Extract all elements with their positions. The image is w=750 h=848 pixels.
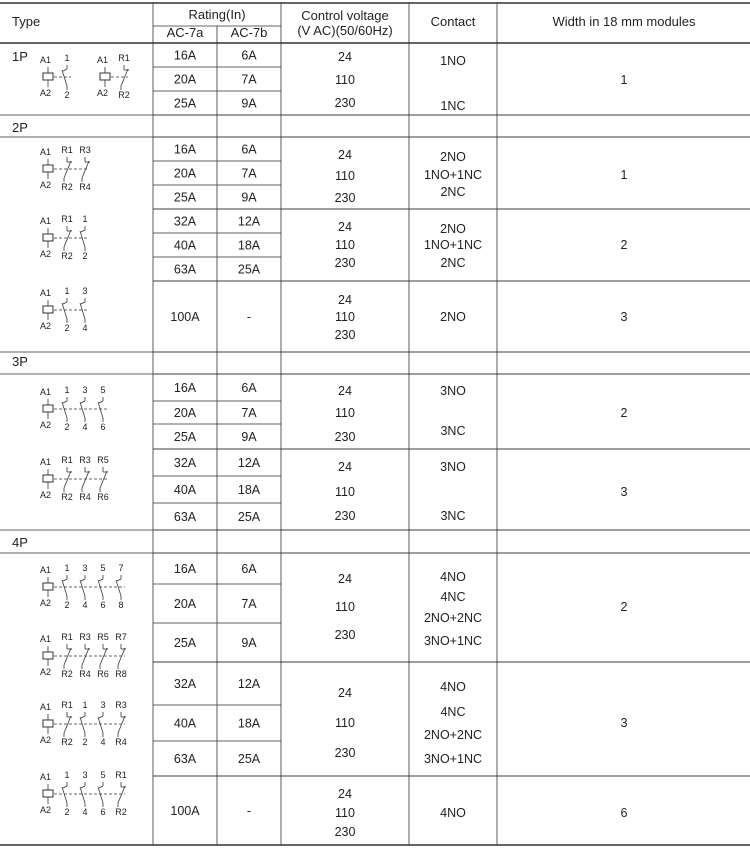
control-voltage-cell: 230 [334,509,356,523]
nc-contact-top-label: R7 [115,632,127,642]
control-voltage-cell: 110 [335,238,355,252]
no-contact-bottom-label: 4 [82,600,88,610]
contact-cell: 2NC [440,185,466,199]
coil-a2-label: A2 [40,735,52,745]
no-contact-bottom-label: 2 [64,90,70,100]
no-contact-top-label: 1 [64,385,70,395]
width-modules-cell: 1 [620,73,628,87]
nc-contact-bottom-label: R4 [79,492,91,502]
rating-ac7a-cell: 16A [173,562,197,576]
no-contact-top-label: 1 [64,770,70,780]
contact-cell: 1NO+1NC [423,168,483,182]
nc-contact-blade [64,716,71,733]
no-contact-bottom-label: 6 [100,807,106,817]
nc-contact-blade [82,471,89,488]
rating-ac7a-cell: 16A [173,381,197,395]
no-contact-blade [80,717,85,733]
no-contact-bottom-label: 2 [82,737,88,747]
contact-wire [81,230,85,232]
no-contact-top-label: 3 [100,700,106,710]
control-voltage-cell: 230 [334,256,356,270]
control-voltage-cell: 230 [334,430,356,444]
nc-contact-bottom-label: R2 [61,492,73,502]
no-contact-top-label: 1 [64,563,70,573]
diagram-2p-no [40,286,89,333]
nc-contact-blade [64,648,71,665]
coil-symbol [43,583,53,590]
table-header [12,7,696,40]
control-voltage-cell: 24 [338,384,352,398]
no-contact-top-label: 1 [64,53,70,63]
nc-contact-blade [118,648,125,665]
coil-a2-label: A2 [40,420,52,430]
control-voltage-cell: 230 [334,328,356,342]
rating-ac7a-cell: 63A [173,510,197,524]
coil-a1-label: A1 [97,55,109,65]
rating-ac7a-cell: 20A [173,72,197,87]
width-modules-cell: 2 [620,600,628,614]
contact-cell: 4NC [440,590,466,604]
coil-symbol [43,73,53,80]
coil-a1-label: A1 [40,634,52,644]
contact-wire [117,579,121,581]
rating-ac7a-cell: 20A [173,597,197,611]
contact-cell: 1NC [440,99,466,113]
nc-contact-bottom-label: R2 [61,182,73,192]
no-contact-blade [62,303,67,319]
control-voltage-cell: 110 [335,716,355,730]
nc-contact-blade [64,230,71,247]
nc-contact-bottom-label: R2 [61,737,73,747]
contact-wire [63,401,67,403]
rating-ac7a-cell: 63A [173,262,197,277]
control-voltage-cell: 110 [335,73,355,87]
rating-ac7a-cell: 40A [173,716,197,731]
rating-ac7b-cell: 18A [237,483,261,497]
contact-wire [81,716,85,718]
control-voltage-cell: 230 [334,191,356,205]
nc-contact-top-label: R3 [79,632,91,642]
nc-contact-top-label: R3 [115,700,127,710]
nc-contact-blade [100,648,107,665]
coil-symbol [43,652,53,659]
contact-cell: 3NC [440,509,466,523]
no-contact-top-label: 3 [82,385,88,395]
no-contact-blade [116,580,121,596]
no-contact-bottom-label: 6 [100,600,106,610]
control-voltage-cell: 24 [338,220,352,234]
no-contact-blade [98,717,103,733]
no-contact-bottom-label: 4 [100,737,106,747]
header-ac7b: AC-7b [230,25,268,40]
coil-a2-label: A2 [40,598,52,608]
control-voltage-cell: 230 [334,825,356,839]
nc-contact-bottom-label: R4 [79,669,91,679]
contact-wire [81,579,85,581]
no-contact-top-label: 1 [82,700,88,710]
no-contact-top-label: 1 [82,214,88,224]
nc-contact-top-label: R1 [61,700,73,710]
no-contact-bottom-label: 2 [64,323,70,333]
contact-wire [63,302,67,304]
diagram-4p-mixed [40,700,127,747]
coil-a1-label: A1 [40,772,52,782]
contact-wire [81,302,85,304]
rating-ac7b-cell: 12A [237,677,261,691]
control-voltage-cell: 24 [338,787,352,801]
rating-ac7a-cell: 25A [173,430,197,444]
contact-cell: 3NO+1NC [423,634,483,648]
contact-cell: 3NO+1NC [423,752,483,766]
nc-contact-bottom-label: R4 [79,182,91,192]
control-voltage-cell: 24 [338,460,352,474]
rating-ac7a-cell: 100A [170,804,200,818]
contact-cell: 1NO+1NC [423,238,483,252]
width-modules-cell: 3 [620,310,628,324]
nc-contact-bottom-label: R6 [97,669,109,679]
nc-contact-top-label: R5 [97,632,109,642]
contact-cell: 2NO+2NC [423,728,483,742]
control-voltage-cell: 110 [335,485,355,499]
width-modules-cell: 3 [620,716,628,730]
header-ac7a: AC-7a [166,25,204,40]
no-contact-top-label: 5 [100,385,106,395]
control-voltage-cell: 24 [338,148,352,162]
contact-wire [63,786,67,788]
control-voltage-cell: 24 [338,50,352,64]
header-control-voltage-unit: (V AC)(50/60Hz) [297,23,393,38]
diagram-3p-nc [40,455,109,502]
coil-a1-label: A1 [40,457,52,467]
rating-ac7b-cell: 7A [241,597,257,611]
contact-cell: 1NO [440,54,466,68]
coil-a1-label: A1 [40,565,52,575]
no-contact-blade [98,787,103,803]
no-contact-bottom-label: 2 [64,600,70,610]
nc-contact-blade [64,471,71,488]
no-contact-blade [80,402,85,418]
section-type-1p: 1P [12,49,28,64]
coil-symbol [43,720,53,727]
no-contact-top-label: 1 [64,286,70,296]
nc-contact-bottom-label: R2 [61,669,73,679]
coil-a2-label: A2 [40,249,52,259]
coil-a2-label: A2 [40,490,52,500]
no-contact-blade [80,303,85,319]
nc-contact-top-label: R1 [115,770,127,780]
control-voltage-cell: 110 [335,310,355,324]
rating-ac7b-cell: 9A [241,430,257,444]
coil-a2-label: A2 [40,805,52,815]
control-voltage-cell: 24 [338,572,352,586]
contact-wire [99,579,103,581]
nc-contact-bottom-label: R2 [115,807,127,817]
contact-wire [81,401,85,403]
rating-ac7a-cell: 32A [173,456,197,470]
header-control-voltage: Control voltage [301,8,389,23]
no-contact-bottom-label: 2 [64,807,70,817]
rating-ac7a-cell: 25A [173,96,197,111]
rating-ac7a-cell: 20A [173,166,197,181]
contact-cell: 2NO [440,222,466,236]
diagram-4p-nc [40,632,127,679]
rating-ac7a-cell: 20A [173,406,197,420]
rating-ac7a-cell: 63A [173,752,197,766]
width-modules-cell: 3 [620,485,628,499]
table-grid [0,3,750,845]
nc-contact-top-label: R5 [97,455,109,465]
diagram-2p-nc [40,145,91,192]
control-voltage-cell: 110 [335,169,355,183]
diagram-4p-no [40,563,125,610]
contact-cell: 2NO [440,150,466,164]
coil-a2-label: A2 [40,180,52,190]
nc-contact-top-label: R3 [79,145,91,155]
coil-symbol [43,165,53,172]
coil-symbol [43,234,53,241]
control-voltage-cell: 230 [334,628,356,642]
no-contact-blade [98,580,103,596]
contact-cell: 2NO [440,310,466,324]
table-body [170,49,627,840]
contact-cell: 4NO [440,570,466,584]
nc-contact-bottom-label: R6 [97,492,109,502]
rating-ac7b-cell: 7A [241,72,257,87]
contact-cell: 3NO [440,460,466,474]
contact-cell: 2NC [440,256,466,270]
rating-ac7b-cell: - [246,310,252,324]
coil-symbol [43,475,53,482]
control-voltage-cell: 110 [335,406,355,420]
coil-a1-label: A1 [40,216,52,226]
control-voltage-cell: 230 [334,746,356,760]
nc-contact-blade [82,648,89,665]
header-rating: Rating(In) [188,7,246,22]
contact-wire [81,786,85,788]
coil-a1-label: A1 [40,702,52,712]
coil-symbol [100,73,110,80]
no-contact-top-label: 7 [118,563,124,573]
contact-cell: 3NC [440,424,466,438]
section-type-2p: 2P [12,120,28,135]
rating-ac7b-cell: 12A [237,214,261,229]
no-contact-blade [98,402,103,418]
nc-contact-bottom-label: R8 [115,669,127,679]
nc-contact-blade [64,161,71,178]
control-voltage-cell: 110 [335,806,355,820]
rating-ac7a-cell: 100A [170,310,200,324]
wiring-diagrams [40,53,130,817]
contact-cell: 4NC [440,705,466,719]
rating-ac7b-cell: 6A [241,562,257,576]
rating-ac7b-cell: 18A [237,716,261,731]
nc-contact-blade [118,786,125,803]
nc-contact-bottom-label: R2 [61,251,73,261]
coil-a2-label: A2 [97,88,109,98]
rating-ac7b-cell: 6A [241,381,257,395]
diagram-1p-no [40,53,71,100]
width-modules-cell: 2 [620,406,628,420]
control-voltage-cell: 24 [338,293,352,307]
control-voltage-cell: 230 [334,96,356,110]
diagram-1p-nc [97,53,130,100]
nc-contact-blade [121,69,128,86]
no-contact-bottom-label: 6 [100,422,106,432]
no-contact-blade [80,580,85,596]
no-contact-blade [62,70,67,86]
no-contact-blade [62,402,67,418]
coil-a2-label: A2 [40,88,52,98]
no-contact-top-label: 5 [100,770,106,780]
rating-ac7a-cell: 40A [173,238,197,253]
nc-contact-blade [100,471,107,488]
contact-wire [63,69,67,71]
coil-a1-label: A1 [40,55,52,65]
nc-contact-blade [82,161,89,178]
no-contact-bottom-label: 4 [82,323,88,333]
coil-symbol [43,790,53,797]
nc-contact-blade [118,716,125,733]
rating-ac7b-cell: 9A [241,190,257,205]
rating-ac7b-cell: - [246,804,252,818]
header-width: Width in 18 mm modules [552,14,696,29]
contact-wire [63,579,67,581]
width-modules-cell: 1 [620,168,628,182]
no-contact-bottom-label: 4 [82,807,88,817]
coil-a1-label: A1 [40,147,52,157]
rating-ac7a-cell: 16A [173,142,197,157]
width-modules-cell: 6 [620,806,628,820]
nc-contact-top-label: R1 [61,214,73,224]
no-contact-top-label: 3 [82,770,88,780]
rating-ac7a-cell: 40A [173,483,197,497]
rating-ac7b-cell: 9A [241,96,257,111]
nc-contact-top-label: R1 [61,455,73,465]
nc-contact-top-label: R1 [61,145,73,155]
nc-contact-bottom-label: R4 [115,737,127,747]
contact-wire [99,716,103,718]
contact-cell: 4NO [440,806,466,820]
nc-contact-bottom-label: R2 [118,90,130,100]
width-modules-cell: 2 [620,238,628,252]
nc-contact-top-label: R1 [61,632,73,642]
coil-a2-label: A2 [40,321,52,331]
rating-ac7b-cell: 25A [237,262,261,277]
rating-ac7a-cell: 32A [173,214,197,229]
rating-ac7b-cell: 7A [241,166,257,181]
diagram-4p-3no-1nc [40,770,127,817]
rating-ac7b-cell: 6A [241,48,257,63]
rating-ac7a-cell: 25A [173,636,197,650]
rating-ac7b-cell: 25A [237,510,261,524]
no-contact-bottom-label: 2 [64,422,70,432]
rating-ac7b-cell: 12A [237,456,261,470]
diagram-3p-no [40,385,107,432]
no-contact-bottom-label: 8 [118,600,124,610]
no-contact-top-label: 3 [82,563,88,573]
contact-cell: 2NO+2NC [423,611,483,625]
rating-ac7a-cell: 16A [173,48,197,63]
no-contact-top-label: 5 [100,563,106,573]
contact-wire [99,401,103,403]
rating-ac7b-cell: 18A [237,238,261,253]
rating-ac7b-cell: 25A [237,752,261,766]
control-voltage-cell: 24 [338,686,352,700]
header-type: Type [12,14,41,29]
no-contact-top-label: 3 [82,286,88,296]
rating-ac7a-cell: 32A [173,677,197,691]
no-contact-bottom-label: 4 [82,422,88,432]
rating-ac7b-cell: 6A [241,142,257,157]
coil-symbol [43,405,53,412]
coil-symbol [43,306,53,313]
coil-a2-label: A2 [40,667,52,677]
rating-ac7b-cell: 7A [241,406,257,420]
coil-a1-label: A1 [40,387,52,397]
no-contact-blade [62,787,67,803]
contact-cell: 3NO [440,384,466,398]
nc-contact-top-label: R1 [118,53,130,63]
control-voltage-cell: 110 [335,600,355,614]
nc-contact-top-label: R3 [79,455,91,465]
rating-ac7b-cell: 9A [241,636,257,650]
header-contact: Contact [430,14,476,29]
no-contact-blade [80,231,85,247]
coil-a1-label: A1 [40,288,52,298]
contact-wire [99,786,103,788]
section-type-4p: 4P [12,535,28,550]
section-type-3p: 3P [12,354,28,369]
rating-ac7a-cell: 25A [173,190,197,205]
contact-cell: 4NO [440,680,466,694]
no-contact-blade [80,787,85,803]
no-contact-blade [62,580,67,596]
diagram-2p-no-nc [40,214,89,261]
no-contact-bottom-label: 2 [82,251,88,261]
